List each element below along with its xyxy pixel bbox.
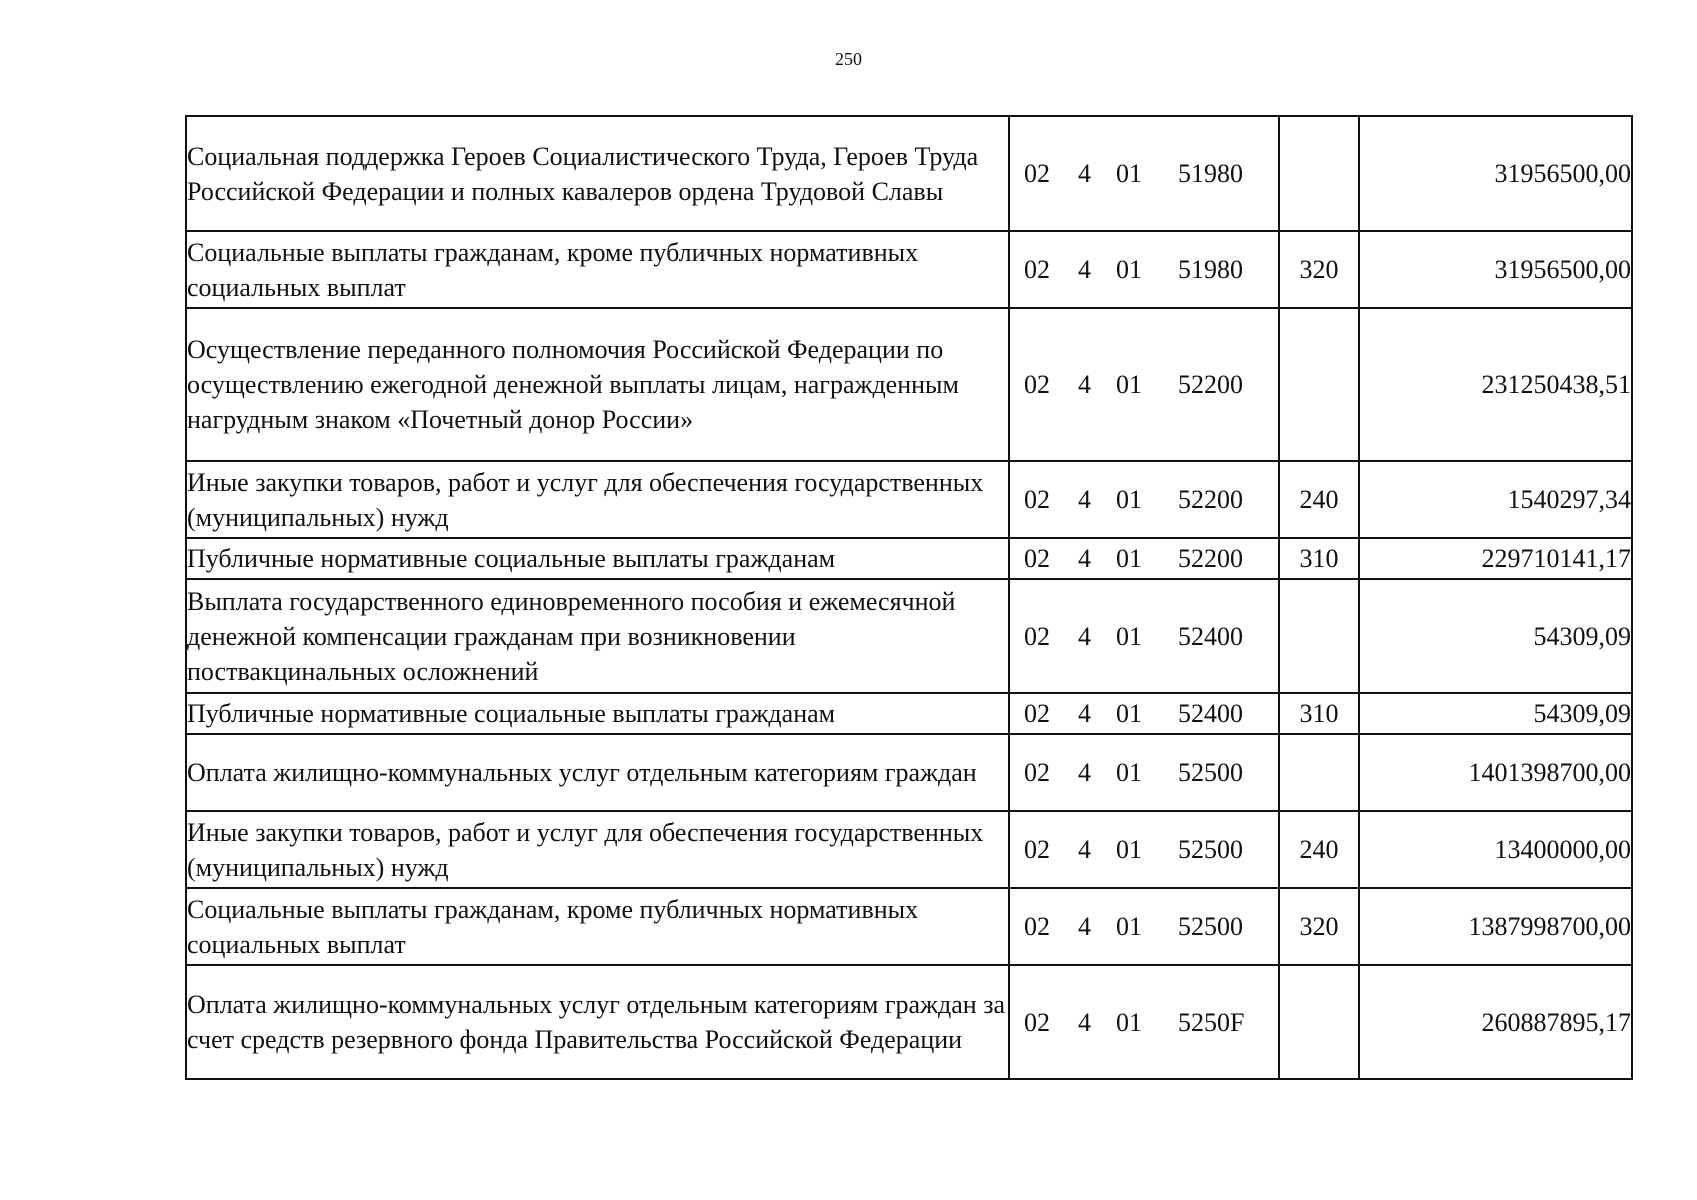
direction-code: 52200 xyxy=(1178,370,1243,399)
program-code: 02 xyxy=(1024,485,1050,514)
subprogram-code: 4 xyxy=(1078,370,1091,399)
target-code-cell xyxy=(1009,693,1279,734)
row-name-cell: Иные закупки товаров, работ и услуг для обеспечения государственных (муниципальных) нужд xyxy=(186,461,1009,538)
target-code-cell xyxy=(1009,888,1279,965)
direction-code: 52200 xyxy=(1178,544,1243,573)
table-row xyxy=(186,538,1632,579)
expense-type-cell xyxy=(1279,965,1359,1079)
expense-type-cell xyxy=(1279,116,1359,231)
subprogram-code: 4 xyxy=(1078,544,1091,573)
subprogram-code: 4 xyxy=(1078,912,1091,941)
budget-table xyxy=(185,115,1633,1080)
direction-code: 52400 xyxy=(1178,621,1243,651)
direction-code: 52500 xyxy=(1178,912,1243,941)
row-name-cell: Социальные выплаты гражданам, кроме публичных нормативных социальных выплат xyxy=(186,231,1009,308)
expense-type-cell: 240 xyxy=(1279,811,1359,888)
direction-code: 51980 xyxy=(1178,159,1243,188)
table-row xyxy=(186,308,1632,461)
table-row xyxy=(186,231,1632,308)
row-name-cell: Социальная поддержка Героев Социалистического Труда, Героев Труда Российской Федерации и полных кавалеров ордена Трудовой Славы xyxy=(186,116,1009,231)
table-row xyxy=(186,579,1632,693)
table-row xyxy=(186,693,1632,734)
program-code: 02 xyxy=(1024,835,1050,864)
amount-cell: 229710141,17 xyxy=(1359,538,1632,579)
main-activity-code: 01 xyxy=(1116,255,1142,284)
expense-type-cell xyxy=(1279,308,1359,461)
table-row xyxy=(186,888,1632,965)
target-code-cell xyxy=(1009,579,1279,693)
table-row xyxy=(186,116,1632,231)
subprogram-code: 4 xyxy=(1078,758,1091,787)
direction-code: 52200 xyxy=(1178,485,1243,514)
row-name-cell: Иные закупки товаров, работ и услуг для обеспечения государственных (муниципальных) нужд xyxy=(186,811,1009,888)
row-name-cell: Публичные нормативные социальные выплаты гражданам xyxy=(186,693,1009,734)
expense-type-cell: 240 xyxy=(1279,461,1359,538)
target-code-cell xyxy=(1009,116,1279,231)
main-activity-code: 01 xyxy=(1116,835,1142,864)
main-activity-code: 01 xyxy=(1116,621,1142,651)
program-code: 02 xyxy=(1024,159,1050,188)
program-code: 02 xyxy=(1024,758,1050,787)
target-code-cell xyxy=(1009,965,1279,1079)
expense-type-cell: 320 xyxy=(1279,231,1359,308)
main-activity-code: 01 xyxy=(1116,912,1142,941)
main-activity-code: 01 xyxy=(1116,544,1142,573)
main-activity-code: 01 xyxy=(1116,370,1142,399)
direction-code: 52400 xyxy=(1178,699,1243,728)
expense-type-cell xyxy=(1279,579,1359,693)
subprogram-code: 4 xyxy=(1078,255,1091,284)
program-code: 02 xyxy=(1024,255,1050,284)
table-row xyxy=(186,811,1632,888)
row-name-cell: Оплата жилищно-коммунальных услуг отдельным категориям граждан xyxy=(186,734,1009,811)
expense-type-cell: 310 xyxy=(1279,538,1359,579)
row-name-cell: Осуществление переданного полномочия Российской Федерации по осуществлению ежегодной денежной выплаты лицам, награжденным нагрудным знаком «Почетный донор России» xyxy=(186,308,1009,461)
table-row xyxy=(186,965,1632,1079)
page-number: 250 xyxy=(835,49,862,69)
direction-code: 5250F xyxy=(1178,1007,1245,1037)
amount-cell: 31956500,00 xyxy=(1359,116,1632,231)
amount-cell: 231250438,51 xyxy=(1359,308,1632,461)
table-row xyxy=(186,734,1632,811)
expense-type-cell: 320 xyxy=(1279,888,1359,965)
main-activity-code: 01 xyxy=(1116,699,1142,728)
amount-cell: 54309,09 xyxy=(1359,579,1632,693)
program-code: 02 xyxy=(1024,1007,1050,1037)
amount-cell: 1387998700,00 xyxy=(1359,888,1632,965)
main-activity-code: 01 xyxy=(1116,159,1142,188)
target-code-cell xyxy=(1009,734,1279,811)
expense-type-cell xyxy=(1279,734,1359,811)
expense-type-cell: 310 xyxy=(1279,693,1359,734)
target-code-cell xyxy=(1009,461,1279,538)
amount-cell: 54309,09 xyxy=(1359,693,1632,734)
program-code: 02 xyxy=(1024,699,1050,728)
row-name-cell: Социальные выплаты гражданам, кроме публичных нормативных социальных выплат xyxy=(186,888,1009,965)
main-activity-code: 01 xyxy=(1116,758,1142,787)
row-name-cell: Оплата жилищно-коммунальных услуг отдельным категориям граждан за счет средств резервного фонда Правительства Российской Федерации xyxy=(186,965,1009,1079)
target-code-cell xyxy=(1009,308,1279,461)
subprogram-code: 4 xyxy=(1078,621,1091,651)
program-code: 02 xyxy=(1024,544,1050,573)
subprogram-code: 4 xyxy=(1078,159,1091,188)
amount-cell: 260887895,17 xyxy=(1359,965,1632,1079)
target-code-cell xyxy=(1009,811,1279,888)
direction-code: 52500 xyxy=(1178,758,1243,787)
subprogram-code: 4 xyxy=(1078,485,1091,514)
amount-cell: 1401398700,00 xyxy=(1359,734,1632,811)
direction-code: 51980 xyxy=(1178,255,1243,284)
target-code-cell xyxy=(1009,231,1279,308)
program-code: 02 xyxy=(1024,912,1050,941)
program-code: 02 xyxy=(1024,621,1050,651)
target-code-cell xyxy=(1009,538,1279,579)
subprogram-code: 4 xyxy=(1078,835,1091,864)
amount-cell: 13400000,00 xyxy=(1359,811,1632,888)
amount-cell: 1540297,34 xyxy=(1359,461,1632,538)
row-name-cell: Выплата государственного единовременного пособия и ежемесячной денежной компенсации гражданам при возникновении поствакцинальных осложнений xyxy=(186,579,1009,693)
direction-code: 52500 xyxy=(1178,835,1243,864)
subprogram-code: 4 xyxy=(1078,1007,1091,1037)
table-row xyxy=(186,461,1632,538)
main-activity-code: 01 xyxy=(1116,485,1142,514)
main-activity-code: 01 xyxy=(1116,1007,1142,1037)
row-name-cell: Публичные нормативные социальные выплаты гражданам xyxy=(186,538,1009,579)
amount-cell: 31956500,00 xyxy=(1359,231,1632,308)
subprogram-code: 4 xyxy=(1078,699,1091,728)
program-code: 02 xyxy=(1024,370,1050,399)
